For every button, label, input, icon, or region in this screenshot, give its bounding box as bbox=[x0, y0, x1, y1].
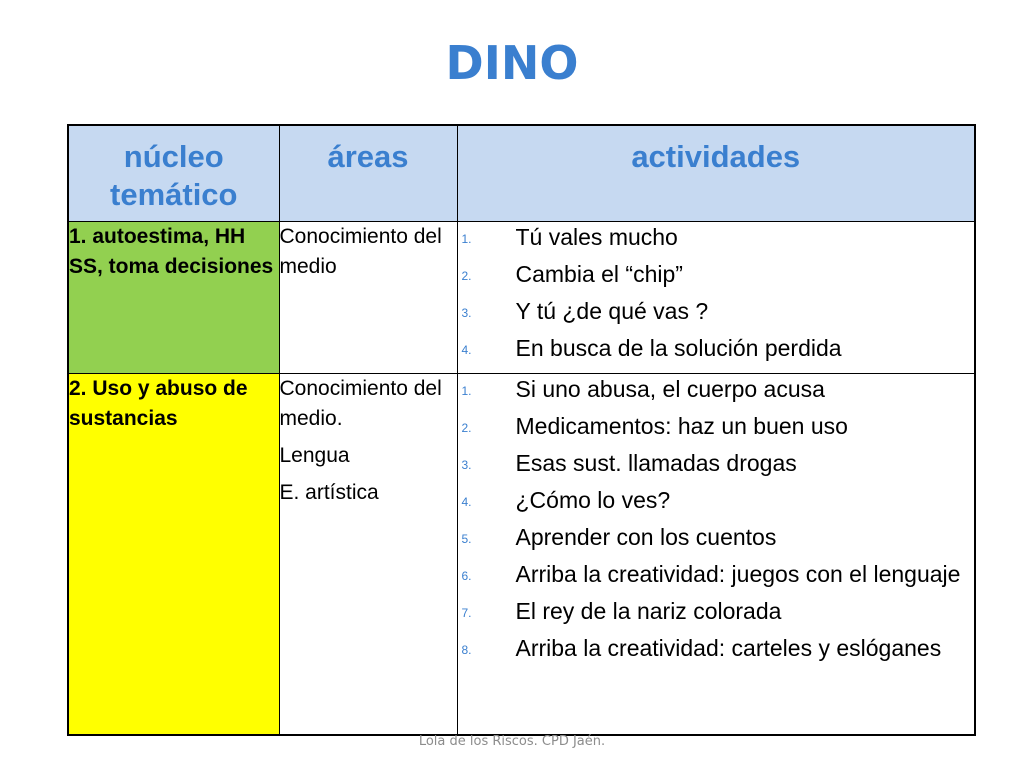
list-item-text: Aprender con los cuentos bbox=[515, 523, 777, 550]
list-item-text: ¿Cómo lo ves? bbox=[515, 486, 671, 513]
list-item-text: En busca de la solución perdida bbox=[515, 334, 842, 361]
list-item bbox=[458, 559, 975, 589]
table-header-row bbox=[68, 125, 975, 221]
area-item: Conocimiento del medio. bbox=[279, 376, 442, 430]
list-item bbox=[458, 522, 975, 552]
actividades-cell bbox=[457, 221, 975, 373]
list-item-text: Cambia el “chip” bbox=[515, 260, 683, 287]
nucleo-cell bbox=[68, 373, 279, 735]
slide-footer: Lola de los Riscos. CPD Jaén. bbox=[418, 734, 606, 749]
list-item-text: Arriba la creatividad: carteles y eslóganes bbox=[515, 634, 942, 661]
list-number: 7. bbox=[461, 605, 472, 620]
table-row bbox=[68, 373, 975, 735]
actividades-list bbox=[458, 222, 975, 363]
list-item bbox=[458, 374, 975, 404]
list-number: 4. bbox=[461, 494, 472, 509]
list-number: 1. bbox=[461, 231, 472, 246]
list-item bbox=[458, 333, 975, 363]
list-item-text: Esas sust. llamadas drogas bbox=[515, 449, 797, 476]
list-number: 3. bbox=[461, 457, 472, 472]
list-number: 2. bbox=[461, 268, 472, 283]
list-item bbox=[458, 596, 975, 626]
areas-cell bbox=[279, 373, 457, 735]
list-item-text: Si uno abusa, el cuerpo acusa bbox=[515, 375, 825, 402]
list-number: 4. bbox=[461, 342, 472, 357]
list-item bbox=[458, 259, 975, 289]
nucleo-text: 2. Uso y abuso de sustancias bbox=[69, 376, 248, 430]
list-item bbox=[458, 633, 975, 663]
list-item bbox=[458, 296, 975, 326]
nucleo-text: 1. autoestima, HH SS, toma decisiones bbox=[69, 224, 274, 278]
list-item bbox=[458, 411, 975, 441]
header-areas: áreas bbox=[279, 125, 457, 221]
list-number: 2. bbox=[461, 420, 472, 435]
list-item-text: Medicamentos: haz un buen uso bbox=[515, 412, 848, 439]
areas-cell bbox=[279, 221, 457, 373]
list-number: 8. bbox=[461, 642, 472, 657]
list-number: 3. bbox=[461, 305, 472, 320]
list-item bbox=[458, 485, 975, 515]
activities-table bbox=[67, 124, 976, 736]
area-item: E. artística bbox=[279, 480, 379, 504]
list-item-text: Y tú ¿de qué vas ? bbox=[515, 297, 709, 324]
list-number: 6. bbox=[461, 568, 472, 583]
area-item: Lengua bbox=[279, 443, 350, 467]
list-number: 5. bbox=[461, 531, 472, 546]
header-actividades: actividades bbox=[457, 125, 975, 221]
area-item: Conocimiento del medio bbox=[279, 224, 442, 278]
table-row bbox=[68, 221, 975, 373]
actividades-cell bbox=[457, 373, 975, 735]
list-item-text: El rey de la nariz colorada bbox=[515, 597, 782, 624]
list-item-text: Arriba la creatividad: juegos con el lenguaje bbox=[515, 560, 961, 587]
list-item bbox=[458, 448, 975, 478]
list-number: 1. bbox=[461, 383, 472, 398]
header-nucleo-tematico: núcleo temático bbox=[68, 125, 279, 221]
list-item bbox=[458, 222, 975, 252]
actividades-list bbox=[458, 374, 975, 663]
nucleo-cell bbox=[68, 221, 279, 373]
slide-title: DINO bbox=[445, 36, 579, 90]
list-item-text: Tú vales mucho bbox=[515, 223, 678, 250]
